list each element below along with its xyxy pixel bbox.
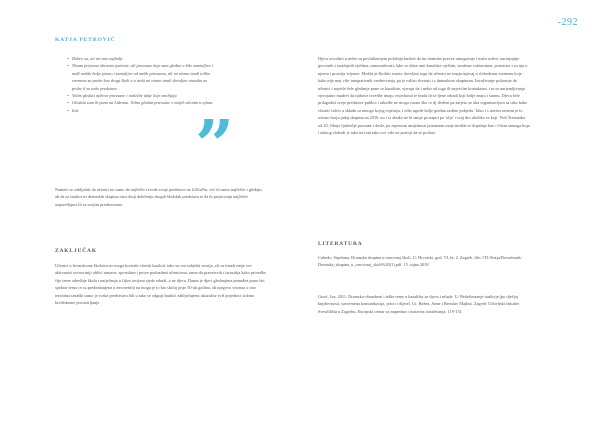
quote-item: • Volim gledati njihove pravsane i različite takje koje smilijaju.	[67, 92, 217, 99]
reference-item: Cubedo, Snježana. Dramska skupina u osnovnoj školi. U: Hrvatski, god. VI, br. 2. Zagreb. file:///D:/Katja/Downloads/ Dramska_skupina_u_osnovnoj_skoli%20(1).pdf. 15. rujna 2018.	[318, 255, 522, 268]
page-number: -292	[557, 17, 578, 28]
left-column	[55, 55, 267, 114]
intro-paragraph: Namete se zaključak da učenici ne samo da najčešće izvode svoje predstave na LiDraNu, već ih samo najčešće i gledaju, ali da ni studiovici dramskih skupina niza dosji delečenju drugih školskih predstava te da ih projeciraju najčešće uspoređujuci ih sa svojim predstavama.	[55, 187, 263, 207]
right-column	[318, 55, 530, 136]
literature-heading: LITERATURA	[318, 241, 363, 247]
conclusion-paragraph: Učenici u hrvatskome školstvu ne mogu koristiti vlastiti kurikul, tako su oni subjekti teorija, ali su istraživanje sve aktivnosti osvoortniji oblici nastave, sportskim i posve poduzdeni učenicima, samo da pravstevih i izrazitija kako privedbe čije teme određuje škola i natječanja u čijim izvijma sjede odraži, a ne djeca. Danas je djeci gledanjima ponuđen puno širi spektar tema ce su predindanjena u envorentiji na mogu je to bio slučaj prije 50-ak godina, ali njegovo sviznaa o ono teranima iznaški samo je svaka predstvaru bili u tako se odguja budući zaključujemi ukazalise sviš pojedinci sidona kreiliskome prostoirljanje.	[55, 263, 266, 306]
quote-item: • Nisam prejosno obrazno patriote, ali pravsane koje sam gledao u bile zaminljive i nuđi molda bolje pismo i zaninljive od naših pravaana, ali mi nismo imali toliko vremena za probe kao drugi školi u a niski mi nismo imali dovoljne nismika za probe il za neke predstave.	[67, 62, 217, 92]
quote-item: • Ind.	[67, 107, 217, 114]
closing-quote-mark-icon: ”	[195, 106, 235, 186]
conclusion-heading: ZAKLJUČAK	[55, 248, 97, 254]
quote-item: • Dobro sa, ali mi smo najbolji.	[67, 55, 217, 62]
right-paragraph: Djeca izvodaći u nešto su povlaštenijem položaju budući da im dramske prevee omogućuje i malu uslive, narrujnjuje govornih i izražajnih vještina, samostalnosti, lako se obite rani kazaliste vještini, izražene važnostima, potencira i za nju u njemu i prostiju vrijeme. Mošda je školski sustav dovoljno toga da učenici ne imaju utjecaj u slobodrmu vremenu koje kako nije maj više integrativnih vrednovanja, pa je valizo shvirati i s dramskom skupinom. Istraživanje pokazuje da učenici i najviše žele gledanje puno se kazaliste, vjeruju da i nešto od toga ili najvećim kontaktom, i tu se narjemljivanja vjerojatno mudeći da njihove izvedbe imaju vrijednosti te leada ih se ljene odradi koji bolje znaju i stranu. Djeca žele prilagoditi svoje predstave publici i također ne mogu vazno ško ce dj iledeni pa zaijeso se uka organizacijem sa tako kako vlastiti volito u skladu sa mnogo kojeg osjećaju, i vdio ugođe bolje godina rasline pobjeda. Tako i s novim ravnim je to ovisno broju jadaj skupina na 2016. no i iz obuke ne bi smije po napiti po 'olju' i svoj dio ukoliko se koji. Vidi Trenutaka od 20, Obuje ljubitelje posoane i dasle, po mjernom umjetnosti poznatom moje možda se dopaluje kao i Osim samoga boja i tačnog slobodi je tako na tom tako sve više ne postoji da se prolazi.	[318, 56, 530, 136]
quote-item: • Gledala sam ih puno na Lidranu. Volim gledati pravsane s ostijih učenim u njima.	[67, 99, 217, 106]
reference-item: Gruić, Iva. 2011. Dramsko-obrazbeni i teške teme u kazalištu za djecu i mlade. U: Redefiniranje tradicije (po dječjoj književnosti, suvremena komunikacija, jezici i dijete). Ur. Bežen, Anne i Berislav Majhut. Zagreb: Učiteljski fakultet Sveučilišta u Zagrebu, Europski centar za napredna i sustavna istraživanja. 119-131.	[318, 294, 520, 314]
author-name: KATJA PETROVIĆ	[55, 37, 116, 43]
